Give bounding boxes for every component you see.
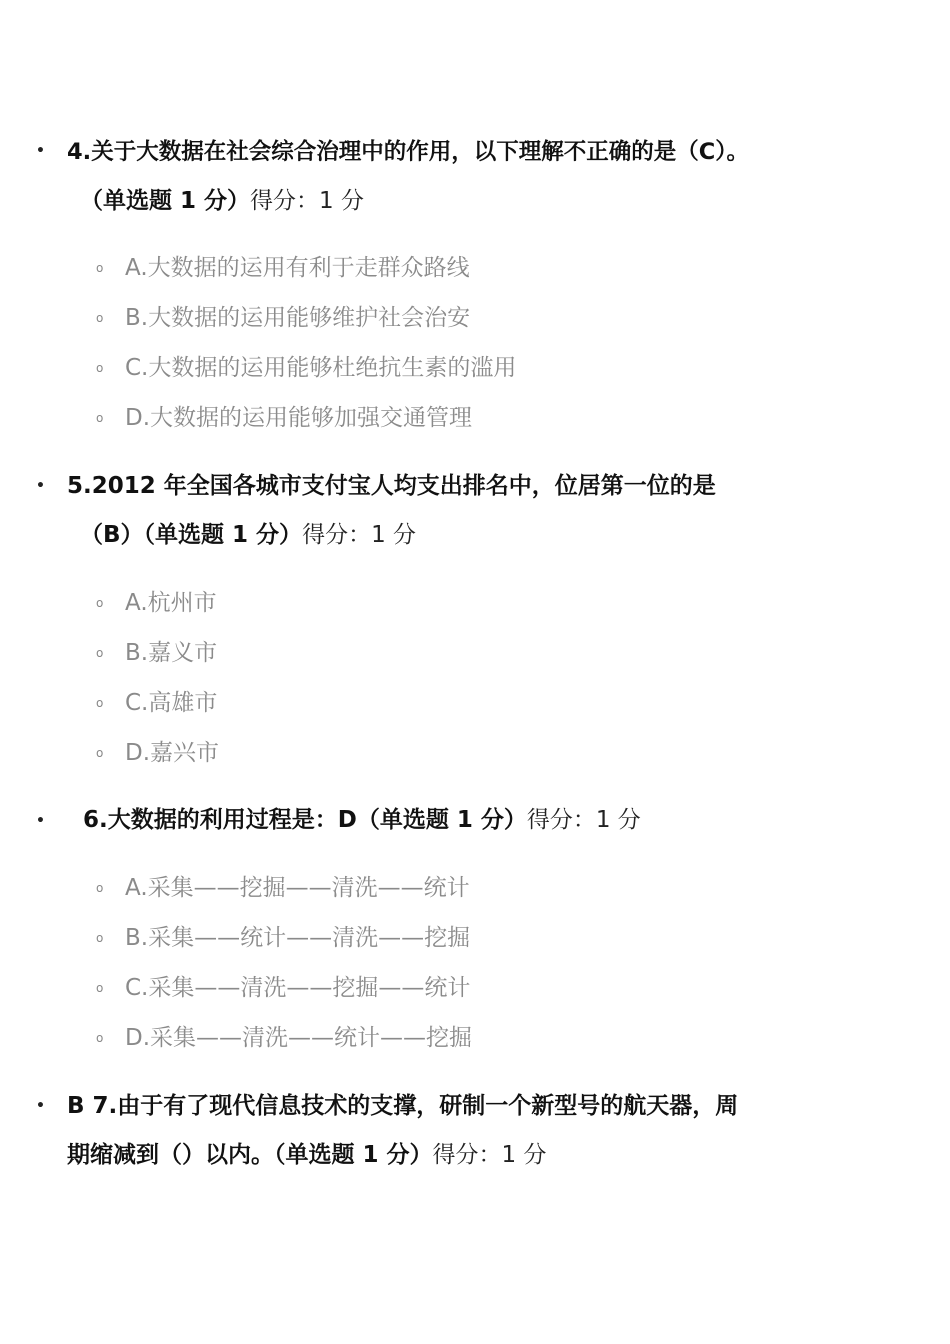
option-text: D.采集——清洗——统计——挖掘 bbox=[125, 1025, 473, 1051]
option-text: B.大数据的运用能够维护社会治安 bbox=[125, 305, 471, 331]
option-bullet: o bbox=[96, 746, 104, 760]
option-text: C.采集——清洗——挖掘——统计 bbox=[125, 975, 471, 1001]
option-text: A.采集——挖掘——清洗——统计 bbox=[125, 875, 470, 901]
question-meta bbox=[80, 186, 364, 216]
option-bullet: o bbox=[96, 881, 104, 895]
option-bullet: o bbox=[96, 646, 104, 660]
list-bullet: • bbox=[36, 1098, 45, 1114]
question-title: 4.关于大数据在社会综合治理中的作用，以下理解不正确的是（C）。 bbox=[67, 139, 749, 165]
option-bullet: o bbox=[96, 361, 104, 375]
question-type: （B）（单选题 1 分） bbox=[80, 522, 303, 548]
option-text: A.大数据的运用有利于走群众路线 bbox=[125, 255, 470, 281]
question-type: 期缩减到（）以内。（单选题 1 分） bbox=[67, 1142, 433, 1168]
option-text: B.嘉义市 bbox=[125, 640, 218, 666]
option-text: C.大数据的运用能够杜绝抗生素的滥用 bbox=[125, 355, 517, 381]
option-bullet: o bbox=[96, 261, 104, 275]
question-score: 得分：1 分 bbox=[250, 188, 364, 214]
option-text: D.嘉兴市 bbox=[125, 740, 220, 766]
question-score: 得分：1 分 bbox=[432, 1142, 547, 1168]
question-score: 得分：1 分 bbox=[526, 807, 641, 833]
option-bullet: o bbox=[96, 1031, 104, 1045]
list-bullet: • bbox=[36, 143, 45, 159]
option-bullet: o bbox=[96, 596, 104, 610]
option-bullet: o bbox=[96, 411, 104, 425]
option-text: B.采集——统计——清洗——挖掘 bbox=[125, 925, 471, 951]
option-bullet: o bbox=[96, 696, 104, 710]
list-bullet: • bbox=[36, 478, 45, 494]
question-meta bbox=[80, 520, 416, 550]
option-text: C.高雄市 bbox=[125, 690, 218, 716]
option-bullet: o bbox=[96, 311, 104, 325]
question-score: 得分：1 分 bbox=[302, 522, 417, 548]
question-title bbox=[83, 805, 641, 835]
question-type: 6.大数据的利用过程是：D（单选题 1 分） bbox=[83, 807, 527, 833]
list-bullet: • bbox=[36, 813, 45, 829]
question-meta bbox=[67, 1140, 546, 1170]
option-bullet: o bbox=[96, 931, 104, 945]
question-title: 5.2012 年全国各城市支付宝人均支出排名中，位居第一位的是 bbox=[67, 473, 716, 499]
question-title: B 7.由于有了现代信息技术的支撑，研制一个新型号的航天器，周 bbox=[67, 1093, 739, 1119]
option-bullet: o bbox=[96, 981, 104, 995]
option-text: D.大数据的运用能够加强交通管理 bbox=[125, 405, 473, 431]
question-type: （单选题 1 分） bbox=[80, 188, 251, 214]
option-text: A.杭州市 bbox=[125, 590, 217, 616]
